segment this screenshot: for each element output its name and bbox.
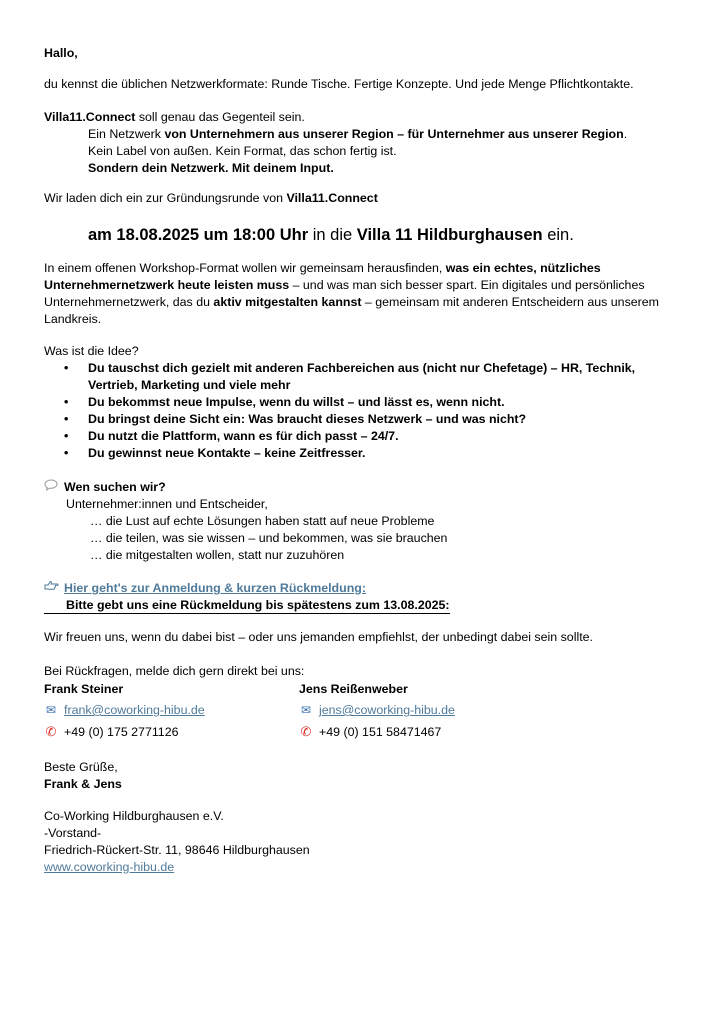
workshop-a: In einem offenen Workshop-Format wollen wir gemeinsam herausfinden, (44, 261, 446, 275)
contact-email-link[interactable]: jens@coworking-hibu.de (319, 703, 455, 717)
event-d: ein. (542, 226, 574, 244)
signers-text: Frank & Jens (44, 777, 122, 791)
villa-line2: Kein Label von außen. Kein Format, das schon fertig ist. (88, 144, 397, 158)
list-item: • Du bekommst neue Impulse, wenn du willst – und lässt es, wenn nicht. (44, 394, 664, 411)
search-heading: Wen suchen wir? (64, 480, 166, 494)
registration-link[interactable]: Hier geht's zur Anmeldung & kurzen Rückmeldung: (64, 581, 366, 595)
speech-bubble-icon (44, 479, 58, 496)
villa-line1-b: von Unternehmern aus unserer Region – für Unternehmer aus unserer Region (164, 127, 624, 141)
phone-icon: ✆ (300, 724, 312, 739)
list-item: • Du tauschst dich gezielt mit anderen Fachbereichen aus (nicht nur Chefetage) – HR, Technik, Vertrieb, Marketing und viele mehr (44, 360, 664, 394)
villa-line1-c: . (623, 127, 628, 141)
contact-name: Frank Steiner (44, 682, 124, 696)
invite-a: Wir laden dich ein zur Gründungsrunde von (44, 191, 287, 205)
list-item: • Du bringst deine Sicht ein: Was braucht dieses Netzwerk – und was nicht? (44, 411, 664, 428)
invite-text (44, 190, 378, 207)
org-address: Friedrich-Rückert-Str. 11, 98646 Hildburghausen (44, 843, 310, 857)
org-footer (44, 808, 310, 876)
contact-jens (299, 681, 455, 741)
org-name: Co-Working Hildburghausen e.V. (44, 809, 224, 823)
event-location: Villa 11 Hildburghausen (356, 226, 543, 244)
event-line (88, 224, 574, 246)
villa-rest: soll genau das Gegenteil sein. (135, 110, 305, 124)
contact-email-link[interactable]: frank@coworking-hibu.de (64, 703, 205, 717)
questions-text: Bei Rückfragen, melde dich gern direkt bei uns: (44, 664, 305, 678)
search-item: … die Lust auf echte Lösungen haben statt auf neue Probleme (90, 514, 435, 528)
contact-name: Jens Reißenweber (299, 682, 408, 696)
contact-phone: +49 (0) 151 58471467 (319, 725, 442, 739)
villa-section (44, 109, 627, 177)
contact-frank (44, 681, 205, 741)
villa-line1-a: Ein Netzwerk (88, 127, 165, 141)
list-item: • Du gewinnst neue Kontakte – keine Zeitfresser. (44, 445, 664, 462)
workshop-c: – und was man sich besser spart. Ein digitales und persönliches Unternehmernetzwerk, das du (44, 278, 645, 309)
workshop-b: was ein echtes, nützliches Unternehmernetzwerk heute leisten muss (44, 261, 601, 292)
envelope-icon: ✉ (300, 703, 312, 717)
contact-phone: +49 (0) 175 2771126 (64, 725, 179, 739)
intro-text: du kennst die üblichen Netzwerkformate: Runde Tische. Fertige Konzepte. Und jede Menge Pflichtkontakte. (44, 77, 634, 91)
workshop-e: – gemeinsam mit anderen Entscheidern aus unserem Landkreis. (44, 295, 660, 326)
greeting: Hallo, (44, 46, 78, 60)
closing-text: Wir freuen uns, wenn du dabei bist – oder uns jemanden empfiehlst, der unbedingt dabei sein sollte. (44, 630, 593, 644)
phone-icon: ✆ (45, 724, 57, 739)
regards-text: Beste Grüße, (44, 760, 118, 774)
idea-list (44, 360, 664, 462)
search-item: … die mitgestalten wollen, statt nur zuzuhören (90, 548, 345, 562)
pointing-hand-icon (44, 580, 58, 597)
registration-line[interactable] (44, 580, 366, 597)
event-date: am 18.08.2025 um 18:00 Uhr (88, 226, 309, 244)
search-item: … die teilen, was sie wissen – und bekommen, was sie brauchen (90, 531, 448, 545)
villa-name: Villa11.Connect (44, 110, 136, 124)
workshop-text (44, 260, 684, 328)
event-b: in die (308, 226, 357, 244)
envelope-icon: ✉ (45, 703, 57, 717)
invite-b: Villa11.Connect (286, 191, 378, 205)
search-sub: Unternehmer:innen und Entscheider, (66, 497, 268, 511)
villa-line3: Sondern dein Netzwerk. Mit deinem Input. (88, 161, 334, 175)
deadline-text: Bitte gebt uns eine Rückmeldung bis spätestens zum 13.08.2025: (44, 597, 450, 614)
idea-heading: Was ist die Idee? (44, 344, 139, 358)
search-section (44, 479, 447, 564)
workshop-d: aktiv mitgestalten kannst (213, 295, 362, 309)
list-item: • Du nutzt die Plattform, wann es für dich passt – 24/7. (44, 428, 664, 445)
org-role: -Vorstand- (44, 826, 102, 840)
website-link[interactable]: www.coworking-hibu.de (44, 860, 175, 874)
